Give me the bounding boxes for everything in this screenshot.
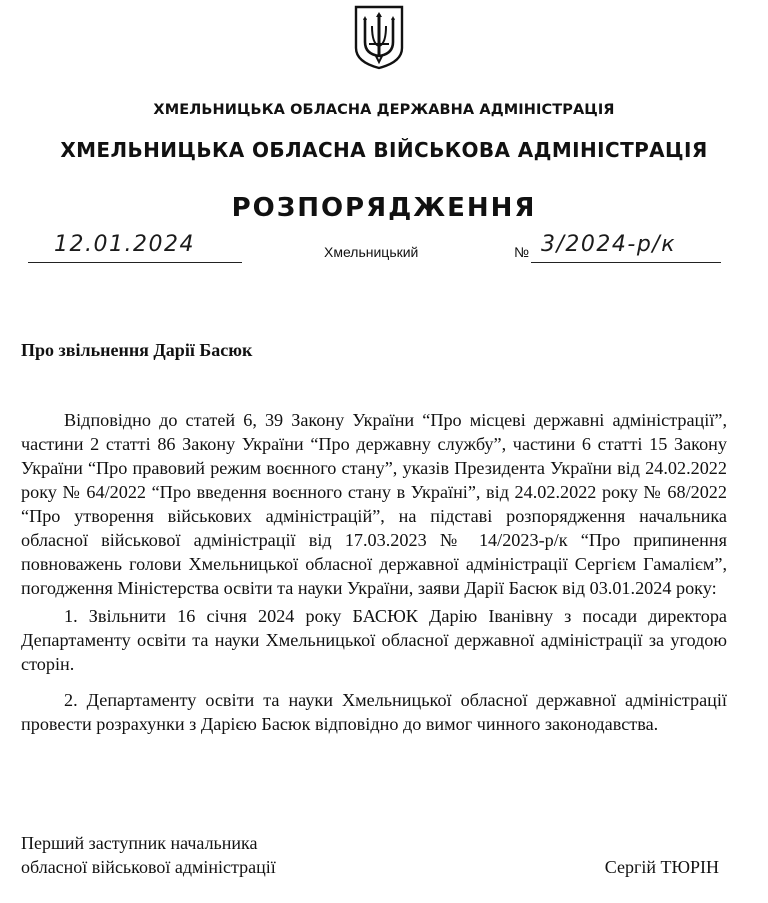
- order-item-1: 1. Звільнити 16 січня 2024 року БАСЮК Дарію Іванівну з посади директора Департаменту освіти та науки Хмельницької обласної державної адміністрації за угодою сторін.: [21, 606, 727, 674]
- document-date-field: [28, 230, 242, 263]
- signatory-position-line2: обласної військової адміністрації: [21, 857, 276, 877]
- order-item-2: 2. Департаменту освіти та науки Хмельницької обласної державної адміністрації провести розрахунки з Дарією Басюк відповідно до вимог чинного законодавства.: [21, 690, 727, 734]
- document-body: [21, 408, 727, 748]
- signatory-name: Сергій ТЮРІН: [604, 857, 719, 877]
- header-military-administration: ХМЕЛЬНИЦЬКА ОБЛАСНА ВІЙСЬКОВА АДМІНІСТРАЦІЯ: [60, 138, 708, 162]
- signatory-position: [21, 831, 276, 879]
- document-date: 12.01.2024: [54, 232, 195, 257]
- document-number-field: [531, 230, 721, 263]
- number-sign: №: [514, 244, 530, 260]
- header-state-administration: ХМЕЛЬНИЦЬКА ОБЛАСНА ДЕРЖАВНА АДМІНІСТРАЦІЯ: [153, 102, 615, 118]
- document-title: РОЗПОРЯДЖЕННЯ: [231, 193, 537, 223]
- document-subject: Про звільнення Дарії Басюк: [21, 340, 253, 360]
- signatory-position-line1: Перший заступник начальника: [21, 833, 258, 853]
- document-number: 3/2024-р/к: [541, 232, 677, 257]
- preamble-paragraph: Відповідно до статей 6, 39 Закону України “Про місцеві державні адміністрації”, частини 2 статті 86 Закону України “Про державну службу”, частини 6 статті 15 Закону України “Про правовий режим воєнного стану”, указів Президента України від 24.02.2022 року № 64/2022 “Про введення воєнного стану в Україні”, від 24.02.2022 року № 68/2022 “Про утворення військових адміністрацій”, на підставі розпорядження начальника обласної військової адміністрації від 17.03.2023 № 14/2023-р/к “Про припинення повноважень голови Хмельницької обласної державної адміністрації Сергієм Гамалієм”, погодження Міністерства освіти та науки України, заяви Дарії Басюк від 03.01.2024 року:: [21, 410, 727, 598]
- document-city: Хмельницький: [324, 244, 419, 260]
- coat-of-arms-icon: [353, 4, 405, 70]
